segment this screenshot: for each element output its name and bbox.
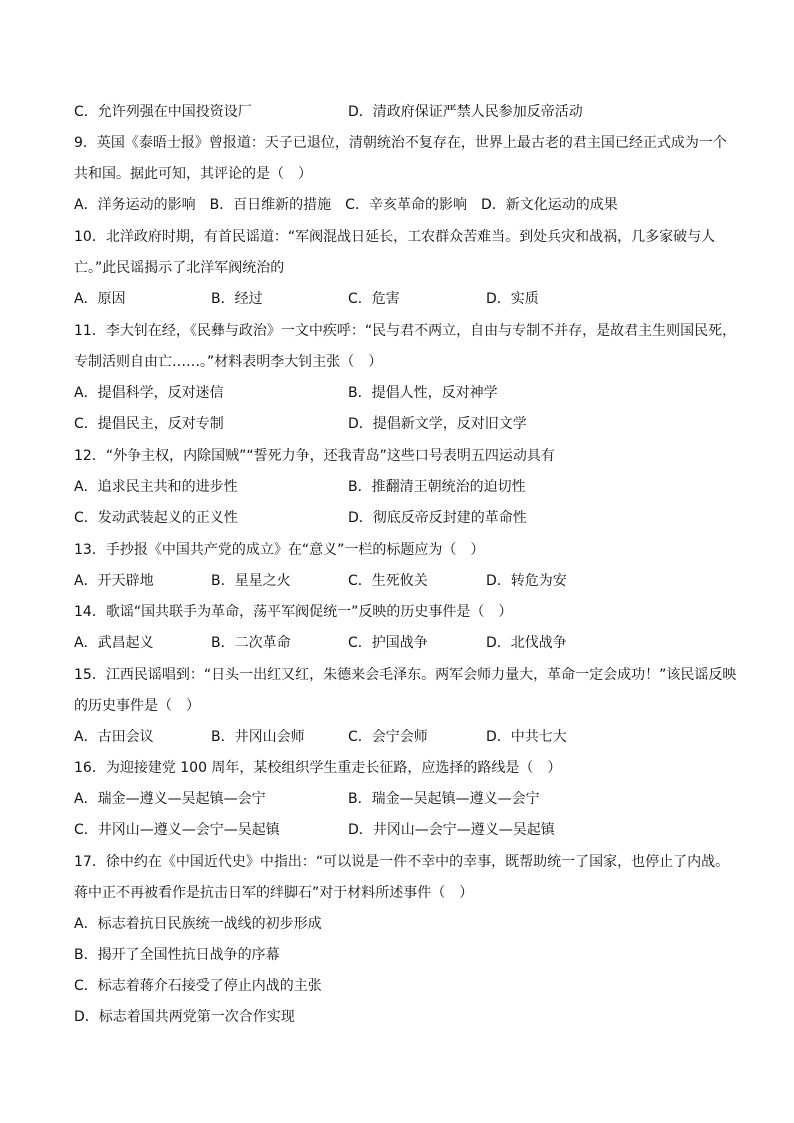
q10-stem-line1: 10．北洋政府时期，有首民谣道：“军阀混战日延长，工农群众苦难当。到处兵灾和战祸，几多家破与人 — [74, 229, 716, 245]
q16-option-b: B．瑞金—吴起镇—遵义—会宁 — [348, 791, 540, 807]
q16-stem: 16．为迎接建党 100 周年，某校组织学生重走长征路，应选择的路线是（ ） — [74, 760, 562, 776]
q15-option-d: D．中共七大 — [486, 729, 567, 745]
q9-stem-line2: 共和国。据此可知，其评论的是（ ） — [74, 166, 312, 182]
q11-option-d: D．提倡新文学，反对旧文学 — [348, 416, 527, 432]
q16-option-a: A．瑞金—遵义—吴起镇—会宁 — [74, 791, 266, 807]
q15-stem-line2: 的历史事件是（ ） — [74, 698, 200, 714]
q14-option-d: D．北伐战争 — [486, 635, 567, 651]
q8-option-c: C．允许列强在中国投资设厂 — [74, 104, 252, 120]
q14-stem: 14．歌谣“国共联手为革命，荡平军阀促统一”反映的历史事件是（ ） — [74, 604, 513, 620]
q10-stem-line2: 亡。”此民谣揭示了北洋军阀统治的 — [74, 260, 285, 276]
q13-option-d: D．转危为安 — [486, 573, 567, 589]
q10-option-d: D．实质 — [486, 291, 539, 307]
q11-option-b: B．提倡人性，反对神学 — [348, 385, 498, 401]
q9-options: A．洋务运动的影响 B．百日维新的措施 C．辛亥革命的影响 D．新文化运动的成果 — [74, 197, 618, 213]
q17-option-b: B．揭开了全国性抗日战争的序幕 — [74, 947, 280, 963]
q17-stem-line2: 蒋中正不再被看作是抗击日军的绊脚石”对于材料所述事件（ ） — [74, 885, 474, 901]
q12-stem: 12．“外争主权，内除国贼”“誓死力争，还我青岛”这些口号表明五四运动具有 — [74, 448, 555, 464]
q13-option-b: B．星星之火 — [211, 573, 291, 589]
q17-option-d: D．标志着国共两党第一次合作实现 — [74, 1009, 295, 1025]
q14-option-c: C．护国战争 — [348, 635, 428, 651]
q13-option-c: C．生死攸关 — [348, 573, 428, 589]
q14-option-b: B．二次革命 — [211, 635, 291, 651]
q17-stem-line1: 17．徐中约在《中国近代史》中指出：“可以说是一件不幸中的幸事，既帮助统一了国家，也停止了内战。 — [74, 854, 730, 870]
q16-option-c: C．井冈山—遵义—会宁—吴起镇 — [74, 822, 280, 838]
q16-option-d: D．井冈山—会宁—遵义—吴起镇 — [348, 822, 555, 838]
q8-option-d: D．清政府保证严禁人民参加反帝活动 — [348, 104, 583, 120]
q9-stem-line1: 9．英国《泰晤士报》曾报道：天子已退位，清朝统治不复存在，世界上最古老的君主国已经正式成为一个 — [74, 135, 727, 151]
q11-stem-line2: 专制活则自由亡……。”材料表明李大钊主张（ ） — [74, 354, 383, 370]
q13-stem: 13．手抄报《中国共产党的成立》在“意义”一栏的标题应为（ ） — [74, 542, 485, 558]
q10-option-b: B．经过 — [211, 291, 263, 307]
q11-stem-line1: 11．李大钊在经，《民彝与政治》一文中疾呼：“民与君不两立，自由与专制不并存，是故君主生则国民死， — [74, 323, 737, 339]
q15-option-c: C．会宁会师 — [348, 729, 428, 745]
q15-option-b: B．井冈山会师 — [211, 729, 305, 745]
q10-option-a: A．原因 — [74, 291, 126, 307]
q17-option-c: C．标志着蒋介石接受了停止内战的主张 — [74, 978, 322, 994]
q11-option-a: A．提倡科学，反对迷信 — [74, 385, 224, 401]
q10-option-c: C．危害 — [348, 291, 400, 307]
q17-option-a: A．标志着抗日民族统一战线的初步形成 — [74, 916, 322, 932]
q11-option-c: C．提倡民主，反对专制 — [74, 416, 224, 432]
q12-option-b: B．推翻清王朝统治的迫切性 — [348, 479, 526, 495]
q15-option-a: A．古田会议 — [74, 729, 154, 745]
q15-stem-line1: 15．江西民谣唱到：“日头一出红又红，朱德来会毛泽东。两军会师力量大，革命一定会成功！”该民谣反映 — [74, 667, 737, 683]
q12-option-c: C．发动武装起义的正义性 — [74, 510, 238, 526]
q12-option-a: A．追求民主共和的进步性 — [74, 479, 238, 495]
q13-option-a: A．开天辟地 — [74, 573, 154, 589]
q14-option-a: A．武昌起义 — [74, 635, 154, 651]
q12-option-d: D．彻底反帝反封建的革命性 — [348, 510, 527, 526]
